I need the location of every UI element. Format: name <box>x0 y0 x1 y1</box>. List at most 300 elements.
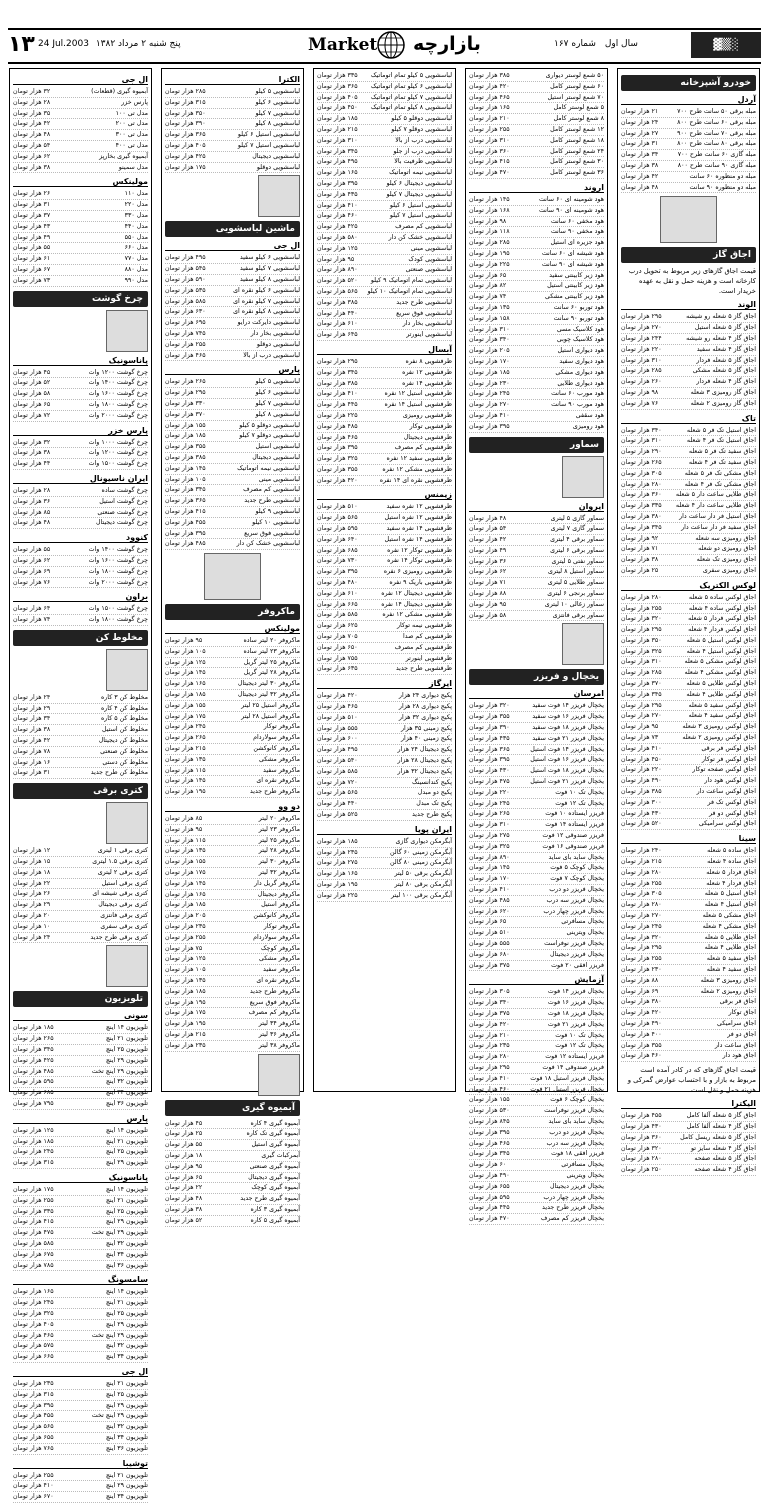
product-price: ۴۵۰ هزار تومان <box>621 755 662 763</box>
product-name: اجاق گاز ۵ شعله ریسل کامل <box>680 1133 756 1141</box>
product-price: ۱۸۵ هزار تومان <box>165 691 206 699</box>
product-name: یخچال فریزر ۱۴ فوت استیل <box>530 745 604 753</box>
product-name: اجاق گاز ۵ شعله استیل <box>694 324 756 332</box>
price-list <box>13 693 148 779</box>
price-row <box>469 1095 604 1106</box>
product-name: اجاق گاز ۴ شعله فردار <box>696 378 756 386</box>
product-price: ۶۴۰ هزار تومان <box>317 535 358 543</box>
product-price: ۲۴۵ هزار تومان <box>621 922 662 930</box>
price-row <box>165 944 300 955</box>
price-row <box>13 1422 148 1433</box>
price-row <box>165 1019 300 1030</box>
product-name: اجاق رومیزی تک شعله <box>696 556 756 564</box>
product-price: ۶۵۵ هزار تومان <box>469 1182 510 1190</box>
product-name: مدل ۳۳۰ <box>124 211 148 219</box>
product-name: یخچال تک ۱۲ فوت <box>555 1042 604 1050</box>
product-price: ۴۵ هزار تومان <box>165 1119 203 1127</box>
product-name: هود کلاسیک مسی <box>556 325 604 333</box>
brand-heading: ال جی <box>13 75 148 85</box>
brand-heading: دو وو <box>165 802 300 812</box>
product-price: ۲۶۵ هزار تومان <box>165 378 206 386</box>
price-row <box>165 1119 300 1130</box>
product-price: ۳۳۵ هزار تومان <box>317 72 358 79</box>
product-name: تلویزیون ۳۶ اینچ <box>105 1444 148 1452</box>
product-price: ۲۵۵ هزار تومان <box>469 125 510 133</box>
price-row <box>13 109 148 120</box>
product-price: ۲۵ هزار تومان <box>621 566 659 574</box>
product-name: تلویزیون ۲۱ اینچ <box>105 1196 148 1204</box>
product-name: آبمیوه گیری ۵ کاره <box>250 1216 300 1224</box>
product-name: ماکروفر کانوکشن <box>253 912 300 920</box>
product-price: ۱۴۵ هزار تومان <box>469 195 510 203</box>
brand-heading: پاناسونیک <box>13 356 148 366</box>
product-price: ۴۲۵ هزار تومان <box>165 152 206 160</box>
product-price: ۱۷۵ هزار تومان <box>165 712 206 720</box>
price-row <box>621 911 756 922</box>
product-price: ۲۲۰ هزار تومان <box>621 345 662 353</box>
price-row <box>13 211 148 222</box>
product-name: مدل تی ۳۰۰ <box>115 131 148 139</box>
price-row <box>165 933 300 944</box>
product-name: مدل تی ۲۰۰ <box>115 120 148 128</box>
product-price: ۲۵۵ هزار تومان <box>165 933 206 941</box>
price-row <box>165 679 300 690</box>
product-price: ۷۶ هزار تومان <box>13 578 51 586</box>
price-row <box>165 130 300 141</box>
product-name: اجاق لوکس رومیزی ۳ شعله <box>682 723 756 731</box>
brand-heading: ایرگاز <box>317 679 452 689</box>
product-price: ۴۳۵ هزار تومان <box>469 734 510 742</box>
product-price: ۱۲۵ هزار تومان <box>165 658 206 666</box>
product-price: ۲۸ هزار تومان <box>13 98 51 106</box>
product-name: چرخ گوشت ۲۰۰۰ وات <box>88 578 148 586</box>
product-price: ۲۱۵ هزار تومان <box>165 1030 206 1038</box>
product-name: ماکروفر ۲۳ لیتر ساده <box>243 647 300 655</box>
price-row <box>165 1162 300 1173</box>
product-name: ماکروفر ۲۰ لیتر <box>258 815 300 823</box>
price-row <box>317 265 452 276</box>
product-price: ۳۱ هزار تومان <box>13 769 51 777</box>
product-name: یخچال فریزر ۱۸ فوت <box>547 1009 604 1017</box>
product-price: ۸۹۰ هزار تومان <box>317 266 358 274</box>
product-price: ۳۱۰ هزار تومان <box>621 658 662 666</box>
column-1 <box>617 68 760 1174</box>
price-row <box>469 546 604 557</box>
product-name: لباسشویی ۷ کیلو <box>255 109 300 117</box>
product-name: ظرفشویی ۸ نفره <box>405 357 452 365</box>
product-name: یخچال فریزر کم مصرف <box>540 1215 604 1223</box>
product-name: تلویزیون ۳۲ اینچ <box>105 1342 148 1350</box>
product-price: ۶۵۵ هزار تومان <box>13 1433 54 1441</box>
price-row <box>469 987 604 998</box>
product-price: ۱۸۵ هزار تومان <box>13 1137 54 1145</box>
product-price: ۵۳۵ هزار تومان <box>165 286 206 294</box>
product-price: ۹۸ هزار تومان <box>621 388 659 396</box>
product-price: ۱۶۵ هزار تومان <box>317 169 358 177</box>
product-name: پکیج دیواری ۳۲ هزار <box>398 713 452 721</box>
price-row <box>317 147 452 158</box>
product-price: ۲۷۰ هزار تومان <box>469 401 510 409</box>
product-price: ۷۶ هزار تومان <box>621 399 659 407</box>
tv-image <box>106 945 148 987</box>
price-row <box>621 323 756 334</box>
price-row <box>165 911 300 922</box>
price-row <box>469 281 604 292</box>
brand-heading: الوند <box>621 300 756 310</box>
product-price: ۳۹۵ هزار تومان <box>317 444 358 452</box>
price-row <box>621 139 756 150</box>
product-price: ۱۱۵ هزار تومان <box>165 766 206 774</box>
product-price: ۱۵۵ هزار تومان <box>165 701 206 709</box>
price-row <box>621 744 756 755</box>
price-row <box>317 309 452 320</box>
product-name: هود توربو ۶۰ سانت <box>553 303 604 311</box>
product-price: ۲۱۵ هزار تومان <box>621 858 662 866</box>
product-price: ۲۱۵ هزار تومان <box>165 745 206 753</box>
price-row <box>13 693 148 704</box>
price-row <box>317 357 452 368</box>
price-row <box>317 578 452 589</box>
product-name: تلویزیون ۲۵ اینچ <box>105 1309 148 1317</box>
product-name: ظرفشویی استیل ۱۴ نفره <box>384 401 452 409</box>
price-row <box>165 1205 300 1216</box>
price-row <box>13 1433 148 1444</box>
price-row <box>469 745 604 756</box>
product-price: ۱۸۵ هزار تومان <box>165 901 206 909</box>
product-price: ۶۵۰ هزار تومان <box>317 643 358 651</box>
product-name: اجاق طلایی ۴ شعله <box>704 944 756 952</box>
product-name: ماکروفر ۲۸ لیتر <box>258 847 300 855</box>
price-row <box>317 880 452 891</box>
product-price: ۴۴۰ هزار تومان <box>317 800 358 808</box>
product-name: لباسشویی ۸ کیلو تمام اتوماتیک <box>370 104 452 112</box>
product-price: ۳۰۵ هزار تومان <box>621 890 662 898</box>
section-note: قیمت اجاق گازهای زیر مربوط به تحویل درب کارخانه است و هزینه حمل و نقل به عهده خریدار است. <box>628 267 756 296</box>
product-name: مبله برقی ۵۰ سانت طرح ۷۰۰ <box>677 108 756 115</box>
product-price: ۳۹۵ هزار تومان <box>469 422 510 430</box>
product-name: ماکروفر طرح جدید <box>249 987 300 995</box>
product-price: ۶۲ هزار تومان <box>13 152 51 160</box>
product-price: ۴۷۵ هزار تومان <box>469 778 510 786</box>
price-row <box>469 303 604 314</box>
product-price: ۳۳۵ هزار تومان <box>621 502 662 510</box>
product-name: لباسشویی ۶ کیلو <box>255 98 300 106</box>
product-name: اجاق لوکس مشکی ۴ شعله <box>684 669 756 677</box>
price-row <box>469 103 604 114</box>
product-name: مدل ۱۱۰ <box>124 190 148 198</box>
product-price: ۶۲۵ هزار تومان <box>317 622 358 630</box>
product-name: پکیج تک مبدل <box>416 800 452 808</box>
product-price: ۶۶۵ هزار تومان <box>13 1353 54 1361</box>
product-price: ۴۷۰ هزار تومان <box>469 169 510 177</box>
product-name: اجاق گاز رومیزی ۳ شعله <box>690 388 756 396</box>
product-name: ماکروفر ۲۳ لیتر <box>258 825 300 833</box>
product-name: سماور برقی فانتزی <box>552 611 604 619</box>
product-name: تلویزیون ۳۲ اینچ <box>105 1423 148 1431</box>
product-name: اجاق استیل فر دار ساعت دار <box>679 512 756 520</box>
price-row <box>165 421 300 432</box>
product-name: اجاق گاز ۵ شعله صفحه <box>694 1155 756 1163</box>
product-price: ۴۱۰ هزار تومان <box>469 1074 510 1082</box>
price-row <box>165 987 300 998</box>
product-price: ۷۴۵ هزار تومان <box>165 329 206 337</box>
product-price: ۲۷۰ هزار تومان <box>621 324 662 332</box>
product-name: لباسشویی ۵ کیلو <box>255 378 300 386</box>
product-price: ۲۰۵ هزار تومان <box>165 912 206 920</box>
product-price: ۳۴۵ هزار تومان <box>469 1150 510 1158</box>
price-row <box>317 691 452 702</box>
price-list <box>621 593 756 831</box>
price-row <box>317 298 452 309</box>
product-price: ۴۷۰ هزار تومان <box>469 1215 510 1223</box>
product-name: لباسشویی ۸ کیلو <box>255 410 300 418</box>
price-row <box>13 1261 148 1272</box>
price-row <box>13 1056 148 1067</box>
product-price: ۴۲۰ هزار تومان <box>317 692 358 700</box>
price-row <box>317 319 452 330</box>
product-price: ۹۵ هزار تومان <box>165 1162 203 1170</box>
product-name: مخلوط کن طرح جدید <box>90 769 148 777</box>
date-persian: پنج شنبه ۲ مرداد ۱۳۸۲ <box>95 39 181 49</box>
product-name: یخچال ویترینی <box>566 929 604 937</box>
product-price: ۲۵۵ هزار تومان <box>13 1471 54 1479</box>
brand-heading: امرسان <box>469 689 604 699</box>
price-row <box>165 475 300 486</box>
price-row <box>469 1009 604 1020</box>
product-name: ۸ شمع لوستر کامل <box>553 115 604 123</box>
product-price: ۴۶۵ هزار تومان <box>469 93 510 101</box>
product-name: لباسشویی دیجیتال ۷ کیلو <box>386 190 452 198</box>
product-name: اجاق لوکس هود دار <box>704 777 756 785</box>
product-name: اجاق لوکس تک فر <box>707 798 756 806</box>
product-price: ۷۵ هزار تومان <box>165 944 203 952</box>
product-name: ظرفشویی نیمه توکار <box>396 622 452 630</box>
price-row <box>165 744 300 755</box>
price-row <box>165 410 300 421</box>
product-name: اجاق استیل تک فر ۵ شعله <box>686 426 756 434</box>
product-name: آبمیوه گیری تک کاره <box>246 1130 300 1138</box>
price-row <box>317 400 452 411</box>
product-price: ۳۹۵ هزار تومان <box>469 1128 510 1136</box>
product-name: ماکروفر ۲۸ لیتر گریل <box>243 669 300 677</box>
column-3 <box>313 68 456 1092</box>
product-price: ۱۹۵ هزار تومان <box>317 880 358 888</box>
price-row <box>469 712 604 723</box>
price-row <box>469 82 604 93</box>
product-price: ۳۱۵ هزار تومان <box>13 1390 54 1398</box>
product-price: ۳۷ هزار تومان <box>13 211 51 219</box>
price-row <box>469 260 604 271</box>
product-name: ظرفشویی اینورتر <box>405 654 452 662</box>
price-row <box>165 857 300 868</box>
product-price: ۲۹۵ هزار تومان <box>621 944 662 952</box>
price-row <box>469 1020 604 1031</box>
price-row <box>165 351 300 362</box>
product-price: ۴۶۵ هزار تومان <box>13 1331 54 1339</box>
price-row <box>621 1122 756 1133</box>
product-price: ۵۵۵ هزار تومان <box>317 724 358 732</box>
product-name: ماکروفر نقره ای <box>256 777 300 785</box>
product-price: ۱۰ هزار تومان <box>13 922 51 930</box>
product-price: ۴۹۰ هزار تومان <box>621 1019 662 1027</box>
price-row <box>165 890 300 901</box>
product-price: ۴۰۰ هزار تومان <box>621 1030 662 1038</box>
product-price: ۲۷۰ هزار تومان <box>621 712 662 720</box>
price-row <box>13 1207 148 1218</box>
product-name: پارس خزر <box>121 98 148 106</box>
price-row <box>469 325 604 336</box>
product-name: لباسشویی استیل ۷ کیلو <box>237 141 300 149</box>
product-name: مبله برقی ۶۰ سانت طرح ۸۰۰ <box>677 118 756 126</box>
product-name: لباسشویی دوقلو ۷ کیلو <box>239 432 300 440</box>
product-name: هود زیر کابینتی استیل <box>547 282 604 290</box>
product-name: اجاق گاز ۵ شعله آلفا کامل <box>686 1112 756 1120</box>
price-row <box>621 787 756 798</box>
product-price: ۶۵ هزار تومان <box>13 400 51 408</box>
price-list <box>317 502 452 675</box>
product-price: ۲۲۰ هزار تومان <box>621 766 662 774</box>
price-list <box>469 195 604 433</box>
price-row <box>165 98 300 109</box>
price-row <box>621 534 756 545</box>
product-price: ۲۱۰ هزار تومان <box>469 1031 510 1039</box>
price-row <box>13 200 148 211</box>
product-price: ۱۰۵ هزار تومان <box>165 966 206 974</box>
product-name: چرخ گوشت ۱۲۰۰ وات <box>88 368 148 376</box>
product-name: ظرفشویی ۱۲ نفره <box>402 368 452 376</box>
price-row <box>469 93 604 104</box>
price-list <box>621 846 756 1062</box>
product-price: ۳۶۵ هزار تومان <box>165 131 206 139</box>
product-price: ۴۷۵ هزار تومان <box>13 1229 54 1237</box>
price-row <box>13 1099 148 1110</box>
product-price: ۲۹۵ هزار تومان <box>621 701 662 709</box>
product-name: تلویزیون ۲۱ اینچ <box>105 1471 148 1479</box>
product-price: ۴۱۰ هزار تومان <box>13 1482 54 1490</box>
brand-heading: براون <box>13 592 148 602</box>
price-row <box>621 809 756 820</box>
price-row <box>317 724 452 735</box>
price-row <box>317 848 452 859</box>
product-name: لباسشویی استیل ۶ کیلو <box>389 201 452 209</box>
product-name: ظرفشویی ۱۴ نفره <box>402 379 452 387</box>
price-row <box>621 334 756 345</box>
price-row <box>165 712 300 723</box>
price-list <box>469 71 604 179</box>
price-row <box>621 129 756 140</box>
price-row <box>13 1239 148 1250</box>
price-list <box>13 1379 148 1455</box>
product-price: ۲۲ هزار تومان <box>13 879 51 887</box>
product-name: تلویزیون ۲۹ اینچ <box>105 1401 148 1409</box>
product-price: ۲۹۵ هزار تومان <box>317 357 358 365</box>
product-name: آبگرمکن دیواری گازی <box>395 837 452 845</box>
product-name: ماکروفر دیجیتال <box>257 890 300 898</box>
product-price: ۳۶ هزار تومان <box>13 497 51 505</box>
product-name: سماور برقی ۴ لیتری <box>550 536 604 544</box>
product-name: لباسشویی اینورتر <box>406 331 452 339</box>
product-name: یخچال فریزر دو درب <box>549 1128 604 1136</box>
product-name: لباسشویی درب از جلو <box>393 147 452 155</box>
price-row <box>13 1298 148 1309</box>
price-row <box>469 907 604 918</box>
globe-icon <box>374 30 408 60</box>
price-row <box>317 211 452 222</box>
product-name: اجاق فردار ۵ شعله <box>706 868 756 876</box>
product-price: ۴۹ هزار تومان <box>469 546 507 554</box>
product-price: ۴۹ هزار تومان <box>13 233 51 241</box>
product-name: اجاق ساده ۴ شعله <box>707 858 756 866</box>
product-name: اجاق فر برقی <box>719 998 756 1006</box>
price-row <box>621 183 756 194</box>
price-row <box>621 399 756 410</box>
section-header: ماکروفر <box>165 604 300 620</box>
product-price: ۶۱۰ هزار تومان <box>317 320 358 328</box>
product-name: ماکروفر ۳۶ لیتر <box>258 1030 300 1038</box>
product-price: ۵۷۵ هزار تومان <box>13 1342 54 1350</box>
product-name: لباسشویی ۸ کیلو نقره ای <box>233 308 300 316</box>
price-row <box>317 157 452 168</box>
column-4 <box>161 68 304 1224</box>
product-name: یخچال فریزر نوفراست <box>544 1107 604 1115</box>
price-row <box>13 1137 148 1148</box>
price-row <box>621 933 756 944</box>
product-price: ۲۱ هزار تومان <box>621 108 659 115</box>
product-name: لباسشویی ۶ کیلو تمام اتوماتیک <box>370 82 452 90</box>
product-price: ۳۶۵ هزار تومان <box>469 745 510 753</box>
product-price: ۳۷۵ هزار تومان <box>469 1009 510 1017</box>
price-row <box>621 447 756 458</box>
product-price: ۷۱ هزار تومان <box>621 545 659 553</box>
brand-heading: اروند <box>469 183 604 193</box>
product-price: ۱۵۸ هزار تومان <box>469 314 510 322</box>
price-row <box>13 747 148 758</box>
product-price: ۳۸۵ هزار تومان <box>621 788 662 796</box>
brand-heading: مولینکس <box>13 177 148 187</box>
product-price: ۲۰ هزار تومان <box>13 912 51 920</box>
product-name: لباسشویی خشک کن دار <box>388 233 452 241</box>
price-row <box>13 411 148 422</box>
product-name: اجاق لوکس ساده ۵ شعله <box>688 593 756 601</box>
microwave-image <box>204 553 261 600</box>
price-row <box>621 555 756 566</box>
price-row <box>13 911 148 922</box>
price-row <box>469 1106 604 1117</box>
price-row <box>621 1165 756 1176</box>
issue-year: سال اول <box>604 39 638 49</box>
price-list <box>317 357 452 487</box>
price-row <box>469 917 604 928</box>
price-row <box>621 107 756 118</box>
product-price: ۵۹۵ هزار تومان <box>317 525 358 533</box>
product-price: ۲۳۵ هزار تومان <box>317 848 358 856</box>
price-row <box>165 275 300 286</box>
product-price: ۴۸ هزار تومان <box>621 183 659 191</box>
price-row <box>13 141 148 152</box>
product-price: ۱۳۵ هزار تومان <box>165 755 206 763</box>
product-name: هود دیواری مشکی <box>555 368 604 376</box>
product-price: ۷۴ هزار تومان <box>469 293 507 301</box>
product-name: ۱۲ شمع لوستر کامل <box>550 125 604 133</box>
price-row <box>13 448 148 459</box>
product-name: ظرفشویی مشکی ۱۲ نفره <box>382 611 452 619</box>
section-header: آبمیوه گیری <box>165 1100 300 1116</box>
price-row <box>317 168 452 179</box>
issue-info <box>548 39 638 49</box>
product-name: مخلوط کن استیل <box>102 726 148 734</box>
product-name: سماور برنجی ۶ لیتری <box>547 590 604 598</box>
price-row <box>13 1250 148 1261</box>
